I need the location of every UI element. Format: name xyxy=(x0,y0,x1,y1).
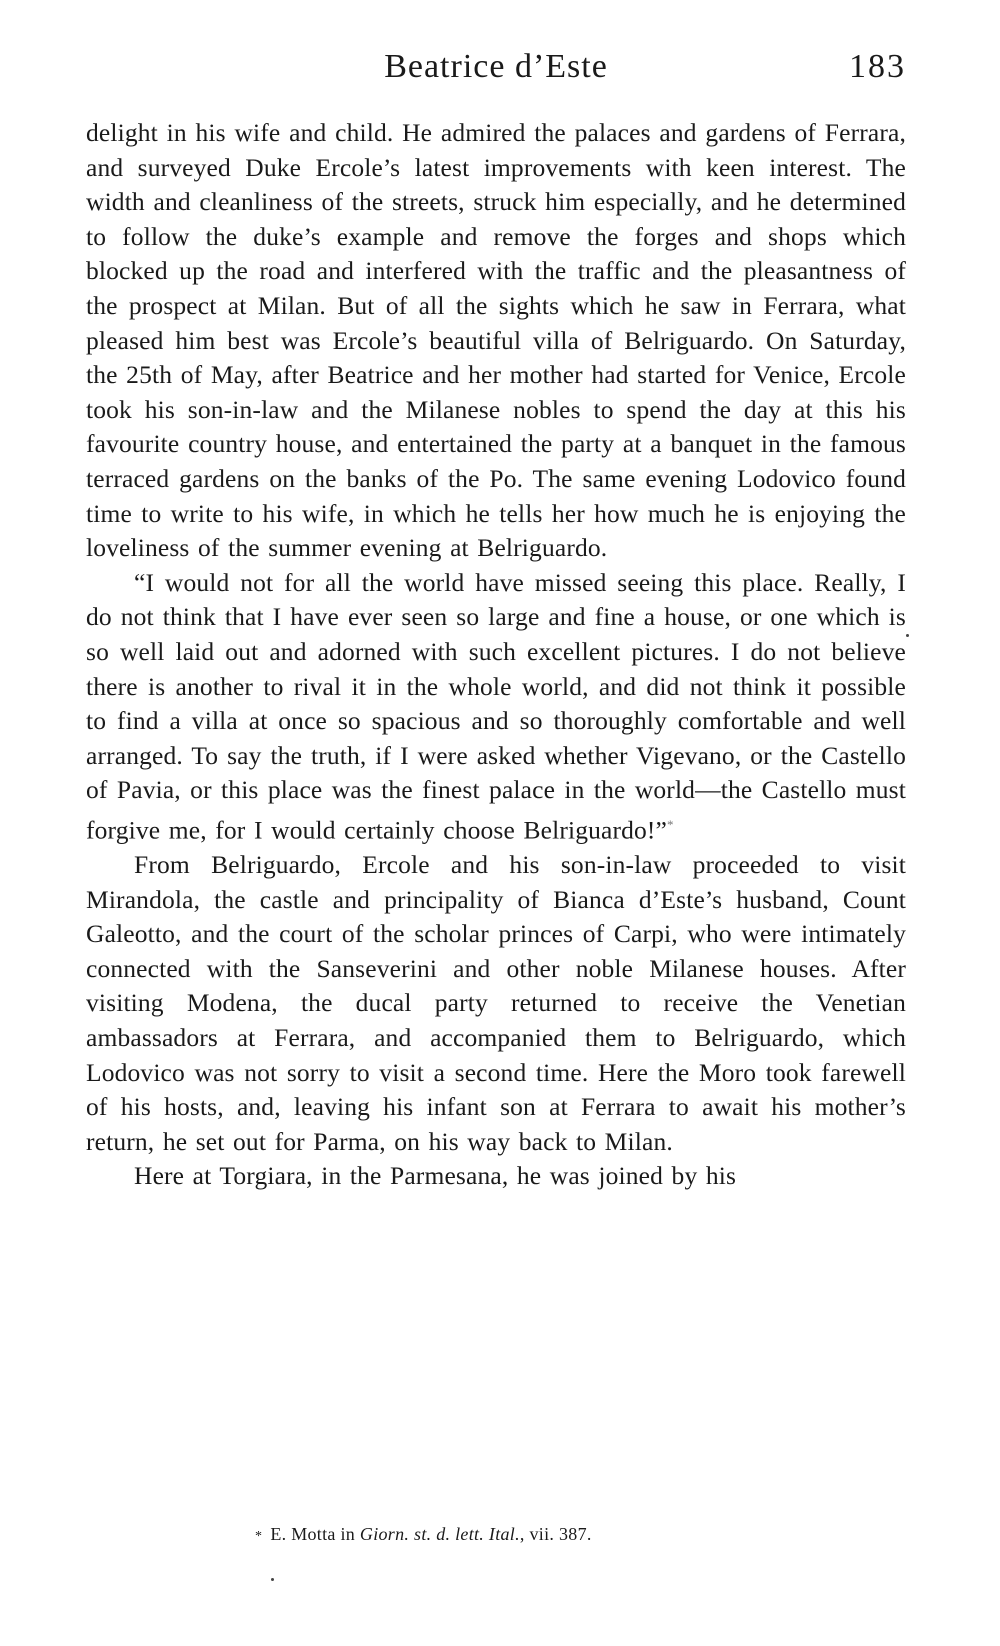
footnote xyxy=(255,1522,592,1549)
paragraph-continued: delight in his wife and child. He admired the palaces and gardens of Ferrara, and surveyed Duke Ercole’s latest improvements with keen interest. The width and cleanliness of the streets, struck him especially, and he determined to follow the duke’s example and remove the forges and shops which blocked up the road and interfered with the traffic and the pleasantness of the prospect at Milan. But of all the sights which he saw in Ferrara, what pleased him best was Ercole’s beautiful villa of Belriguardo. On Saturday, the 25th of May, after Beatrice and her mother had started for Venice, Ercole took his son-in-law and the Milanese nobles to spend the day at this his favourite country house, and entertained the party at a banquet in the famous terraced gardens on the banks of the Po. The same evening Lodovico found time to write to his wife, in which he tells her how much he is enjoying the loveliness of the summer evening at Belriguardo. xyxy=(86,118,906,563)
running-title: Beatrice d’Este xyxy=(384,48,608,85)
paragraph-itinerary: From Belriguardo, Ercole and his son-in-law proceeded to visit Mirandola, the castle and principality of Bianca d’Este’s husband, Count Galeotto, and the court of the scholar princes of Carpi, who were intimately connected with the Sanseverini and other noble Milanese houses. After visiting Modena, the ducal party returned to receive the Venetian ambassadors at Ferrara, and accompanied them to Belriguardo, which Lodovico was not sorry to visit a second time. Here the Moro took farewell of his hosts, and, leaving his infant son at Ferrara to await his mother’s return, he set out for Parma, on his way back to Milan. xyxy=(86,849,906,1156)
quotation-text: “I would not for all the world have missed seeing this place. Really, I do not think that I have ever seen so large and fine a house, or one which is so well laid out and adorned with such excellent pictures. I do not believe there is another to rival it in the whole world, and did not think it possible to find a villa at once so spacious and so thoroughly comfortable and well arranged. To say the truth, if I were asked whether Vigevano, or the Castello of Pavia, or this place was the finest palace in the world—the Castello must forgive me, for I would certainly choose Belriguardo!” xyxy=(86,567,906,845)
ink-speck xyxy=(271,1578,274,1581)
paragraph-quotation xyxy=(86,566,906,848)
paragraph-torgiara: Here at Torgiara, in the Parmesana, he was joined by his xyxy=(134,1161,737,1191)
footnote-reference: * xyxy=(667,816,674,832)
ink-speck xyxy=(906,634,909,637)
page-number: 183 xyxy=(849,48,906,85)
footnote-journal: Giorn. st. d. lett. Ital. xyxy=(359,1524,520,1544)
running-head xyxy=(86,44,906,90)
footnote-mark: * xyxy=(255,1529,263,1544)
body-text xyxy=(86,116,906,1194)
footnote-author: E. Motta in xyxy=(270,1524,360,1544)
footnote-location: , vii. 387. xyxy=(519,1524,592,1544)
